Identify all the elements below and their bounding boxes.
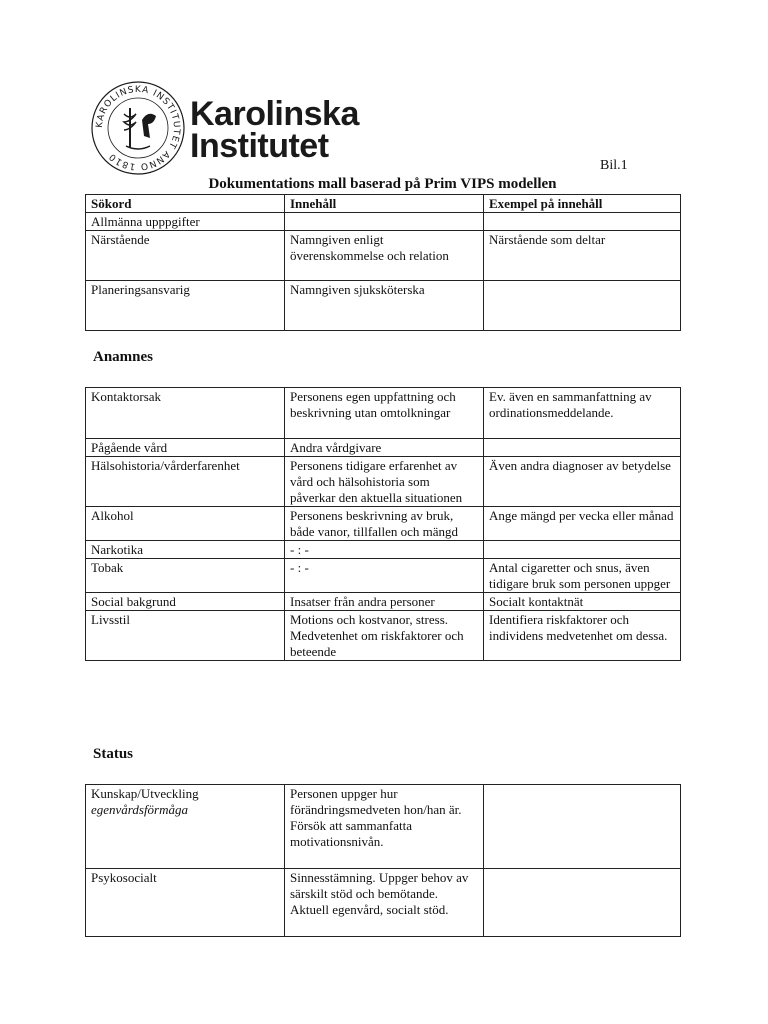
table-row xyxy=(86,869,681,937)
cell-content: Andra vårdgivare xyxy=(285,439,484,457)
cell-content: Personens egen uppfattning och beskrivning utan omtolkningar xyxy=(285,388,484,439)
logo-line-1: Karolinska xyxy=(190,95,359,133)
cell-keyword: Narkotika xyxy=(86,541,285,559)
logo-line-2: Institutet xyxy=(190,127,329,165)
section-heading-status: Status xyxy=(93,746,134,762)
cell-example xyxy=(484,785,681,869)
cell-keyword: Social bakgrund xyxy=(86,593,285,611)
table-row xyxy=(86,457,681,507)
cell-example: Närstående som deltar xyxy=(484,231,681,281)
cell-keyword: Alkohol xyxy=(86,507,285,541)
cell-example: Även andra diagnoser av betydelse xyxy=(484,457,681,507)
cell-content: Motions och kostvanor, stress. Medvetenhet om riskfaktorer och beteende xyxy=(285,611,484,661)
cell-example xyxy=(484,439,681,457)
table-row xyxy=(86,231,681,281)
cell-content: - : - xyxy=(285,541,484,559)
svg-text:KAROLINSKA INSTITUTET ANNO 181: KAROLINSKA INSTITUTET ANNO 1810 xyxy=(94,84,182,172)
table-row xyxy=(86,611,681,661)
cell-keyword: Allmänna upppgifter xyxy=(86,213,285,231)
table-row xyxy=(86,507,681,541)
keyword-sublabel: egenvårdsförmåga xyxy=(91,802,189,817)
cell-example: Identifiera riskfaktorer och individens medvetenhet om dessa. xyxy=(484,611,681,661)
cell-content: Sinnesstämning. Uppger behov av särskilt stöd och bemötande. Aktuell egenvård, socialt stöd. xyxy=(285,869,484,937)
keyword-label: Kunskap/Utveckling xyxy=(91,786,199,801)
cell-example: Ev. även en sammanfattning av ordinationsmeddelande. xyxy=(484,388,681,439)
keyword-label: Psykosocialt xyxy=(91,870,157,885)
table-row xyxy=(86,213,681,231)
header-exempel: Exempel på innehåll xyxy=(484,195,681,213)
document-title: Dokumentations mall baserad på Prim VIPS modellen xyxy=(208,176,557,192)
cell-keyword: Planeringsansvarig xyxy=(86,281,285,331)
header-innehall: Innehåll xyxy=(285,195,484,213)
cell-keyword: Livsstil xyxy=(86,611,285,661)
karolinska-logo xyxy=(90,80,359,180)
attachment-label: Bil.1 xyxy=(600,158,628,173)
cell-example: Socialt kontaktnät xyxy=(484,593,681,611)
cell-example xyxy=(484,541,681,559)
table-anamnes xyxy=(85,387,681,661)
cell-keyword xyxy=(86,785,285,869)
cell-content: Personens tidigare erfarenhet av vård och hälsohistoria som påverkar den aktuella situationen xyxy=(285,457,484,507)
table-row xyxy=(86,439,681,457)
cell-keyword: Tobak xyxy=(86,559,285,593)
table-row xyxy=(86,593,681,611)
cell-keyword: Hälsohistoria/vårderfarenhet xyxy=(86,457,285,507)
cell-keyword xyxy=(86,869,285,937)
table-row xyxy=(86,785,681,869)
header-sokord: Sökord xyxy=(86,195,285,213)
section-heading-anamnes: Anamnes xyxy=(93,349,154,365)
seal-icon xyxy=(90,80,186,176)
cell-content: Namngiven sjuksköterska xyxy=(285,281,484,331)
cell-example xyxy=(484,213,681,231)
cell-content: Personens beskrivning av bruk, både vanor, tillfallen och mängd xyxy=(285,507,484,541)
cell-content: Namngiven enligt överenskommelse och relation xyxy=(285,231,484,281)
table-row xyxy=(86,541,681,559)
cell-keyword: Närstående xyxy=(86,231,285,281)
cell-content: Insatser från andra personer xyxy=(285,593,484,611)
table-header-row xyxy=(86,195,681,213)
cell-example: Ange mängd per vecka eller månad xyxy=(484,507,681,541)
cell-example xyxy=(484,281,681,331)
cell-example xyxy=(484,869,681,937)
table-row xyxy=(86,281,681,331)
cell-keyword: Pågående vård xyxy=(86,439,285,457)
logo-wordmark xyxy=(190,95,359,165)
cell-content xyxy=(285,213,484,231)
cell-content: - : - xyxy=(285,559,484,593)
table-status xyxy=(85,784,681,937)
table-row xyxy=(86,388,681,439)
cell-keyword: Kontaktorsak xyxy=(86,388,285,439)
table-row xyxy=(86,559,681,593)
cell-content: Personen uppger hur förändringsmedveten hon/han är. Försök att sammanfatta motivationsnivån. xyxy=(285,785,484,869)
cell-example: Antal cigaretter och snus, även tidigare bruk som personen uppger xyxy=(484,559,681,593)
table-general xyxy=(85,194,681,331)
